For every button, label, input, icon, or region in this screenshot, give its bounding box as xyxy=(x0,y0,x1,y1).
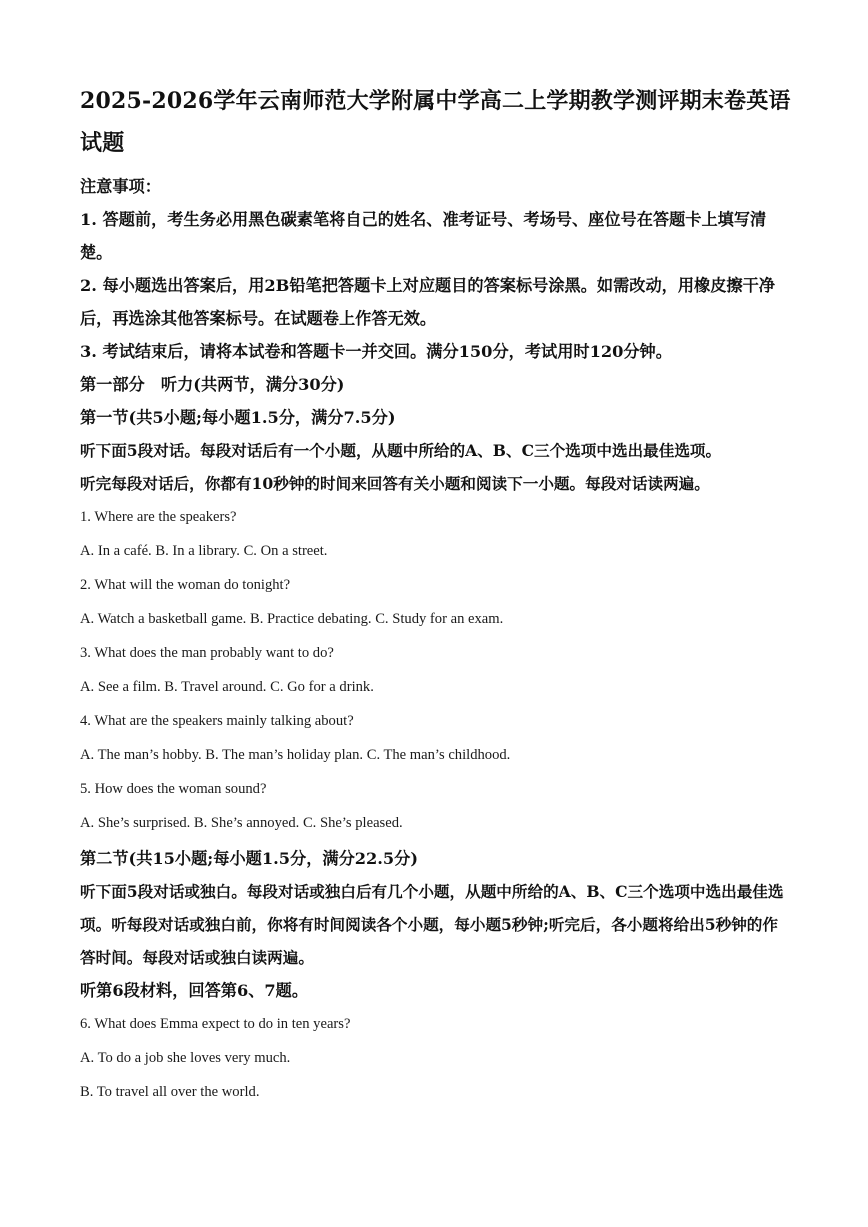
question-6-option-b: B. To travel all over the world. xyxy=(80,1084,260,1100)
question-3: 3. What does the man probably want to do? xyxy=(80,645,334,661)
notice-heading: 注意事项： xyxy=(80,177,161,196)
exam-page xyxy=(80,80,792,1109)
notice-item-2: 2. 每小题选出答案后，用2B铅笔把答题卡上对应题目的答案标号涂黑。如需改动，用橡皮擦干净后，再选涂其他答案标号。在试题卷上作答无效。 xyxy=(80,276,775,328)
material-heading: 听第6段材料，回答第6、7题。 xyxy=(80,981,309,1000)
section1-instruction-2: 听完每段对话后，你都有10秒钟的时间来回答有关小题和阅读下一小题。每段对话读两遍。 xyxy=(80,474,710,493)
section2-instructions: 听下面5段对话或独白。每段对话或独白后有几个小题，从题中所给的A、B、C三个选项中选出最佳选项。听每段对话或独白前，你将有时间阅读各个小题，每小题5秒钟;听完后，各小题将给出5秒钟的作答时间。每段对话或独白读两遍。 xyxy=(80,882,784,967)
section1-instruction-1: 听下面5段对话。每段对话后有一个小题，从题中所给的A、B、C三个选项中选出最佳选项。 xyxy=(80,441,722,460)
question-4-options: A. The man’s hobby. B. The man’s holiday plan. C. The man’s childhood. xyxy=(80,747,511,763)
question-1-options: A. In a café. B. In a library. C. On a street. xyxy=(80,543,328,559)
question-2: 2. What will the woman do tonight? xyxy=(80,577,291,593)
exam-title: 2025-2026学年云南师范大学附属中学高二上学期教学测评期末卷英语试题 xyxy=(80,88,791,156)
section2-heading: 第二节(共15小题;每小题1.5分，满分22.5分) xyxy=(80,849,419,868)
part1-heading: 第一部分 听力(共两节，满分30分) xyxy=(80,375,345,394)
question-2-options: A. Watch a basketball game. B. Practice debating. C. Study for an exam. xyxy=(80,611,504,627)
question-5-options: A. She’s surprised. B. She’s annoyed. C. She’s pleased. xyxy=(80,815,403,831)
section1-heading: 第一节(共5小题;每小题1.5分，满分7.5分) xyxy=(80,408,396,427)
question-5: 5. How does the woman sound? xyxy=(80,781,267,797)
question-6: 6. What does Emma expect to do in ten years? xyxy=(80,1016,351,1032)
notice-item-3: 3. 考试结束后，请将本试卷和答题卡一并交回。满分150分，考试用时120分钟。 xyxy=(80,342,672,361)
notice-item-1: 1. 答题前，考生务必用黑色碳素笔将自己的姓名、准考证号、考场号、座位号在答题卡上填写清楚。 xyxy=(80,210,767,262)
question-1: 1. Where are the speakers? xyxy=(80,509,237,525)
question-4: 4. What are the speakers mainly talking about? xyxy=(80,713,354,729)
question-6-option-a: A. To do a job she loves very much. xyxy=(80,1050,291,1066)
question-3-options: A. See a film. B. Travel around. C. Go for a drink. xyxy=(80,679,374,695)
